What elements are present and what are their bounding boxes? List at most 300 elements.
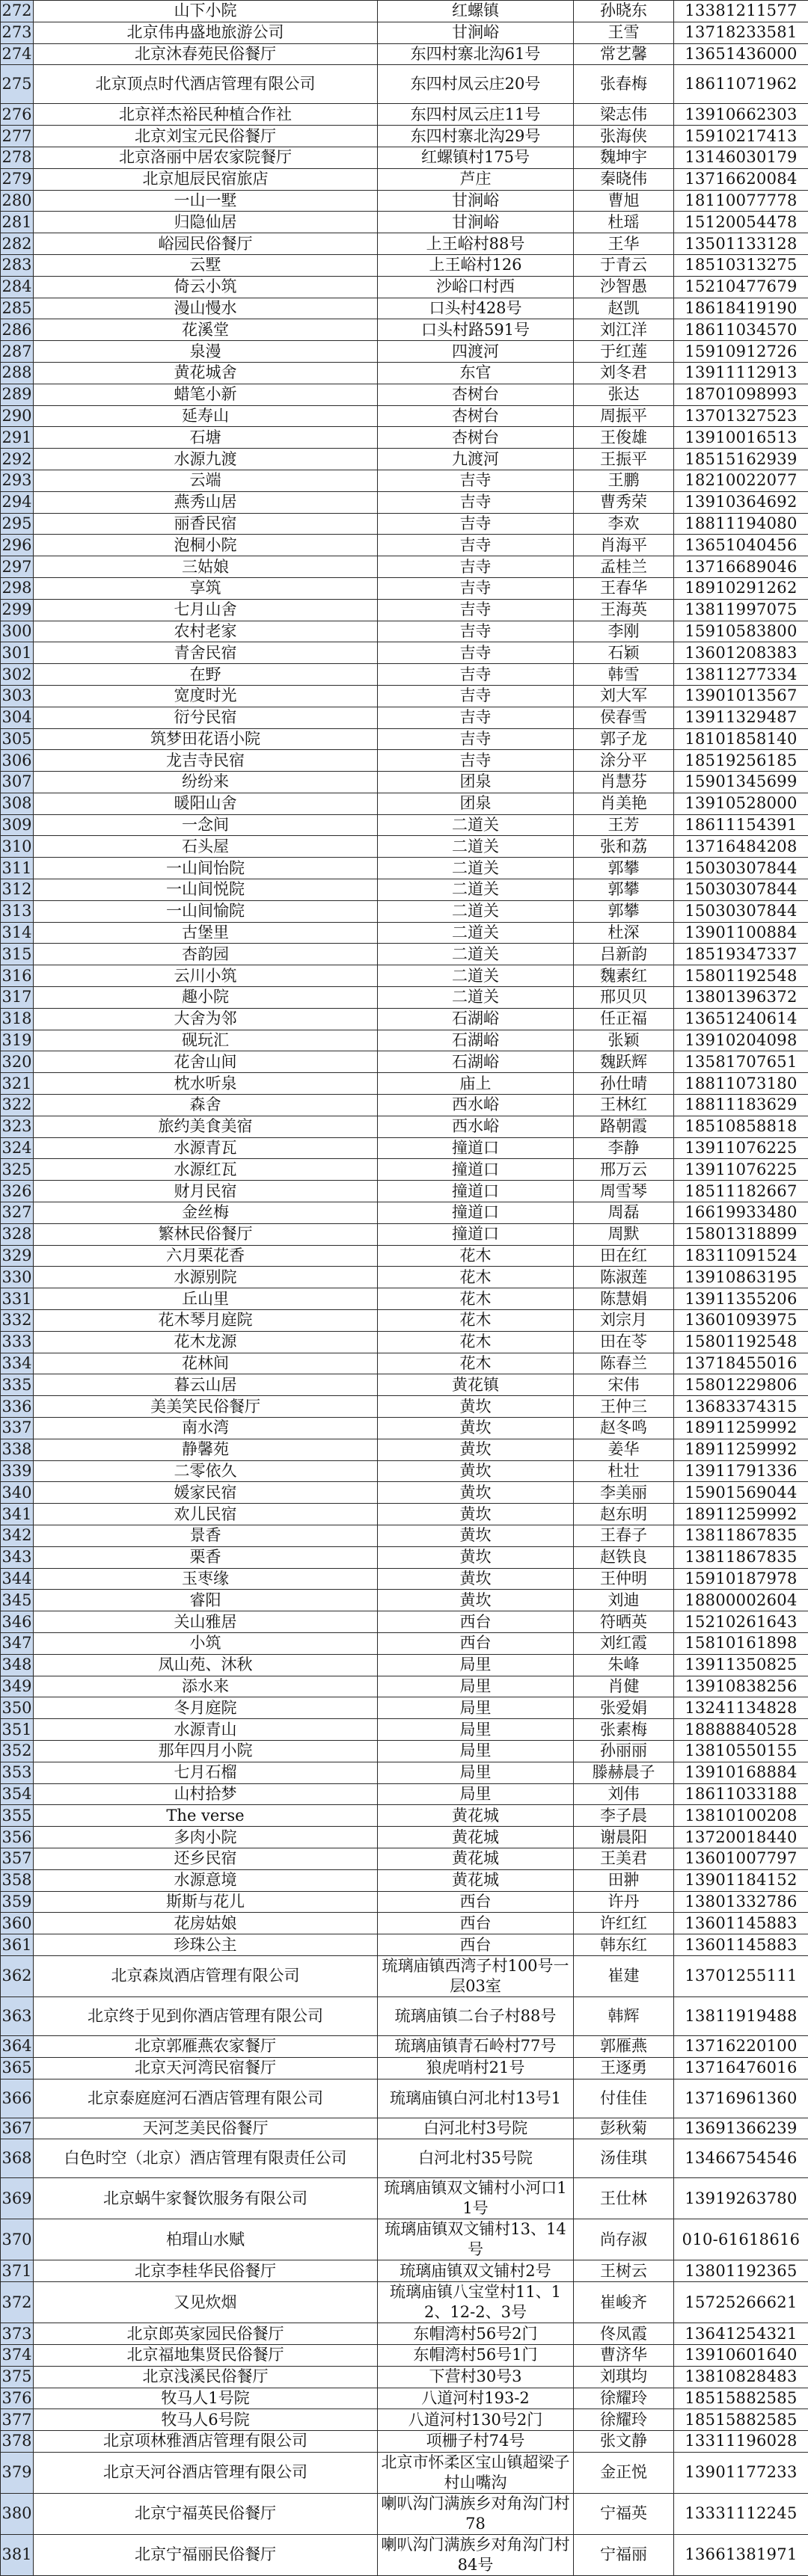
row-number: 290	[1, 405, 34, 427]
phone-number: 13811919488	[674, 1996, 808, 2035]
address: 沙峪口村西	[378, 276, 574, 298]
business-name: 北京森岚酒店管理有限公司	[34, 1955, 378, 1996]
table-row	[1, 43, 808, 65]
row-number: 366	[1, 2079, 34, 2118]
phone-number: 13720018440	[674, 1827, 808, 1848]
contact-person: 孙晓东	[574, 1, 674, 22]
row-number: 299	[1, 599, 34, 621]
address: 上王峪村88号	[378, 233, 574, 255]
business-name: 水源红瓦	[34, 1159, 378, 1181]
contact-person: 沙智愚	[574, 276, 674, 298]
row-number: 292	[1, 449, 34, 470]
table-row	[1, 2409, 808, 2431]
phone-number: 18911259992	[674, 1439, 808, 1460]
row-number: 327	[1, 1202, 34, 1224]
row-number: 285	[1, 298, 34, 319]
phone-number: 18911259992	[674, 1418, 808, 1439]
table-row	[1, 2139, 808, 2178]
address: 甘涧峪	[378, 212, 574, 233]
row-number: 311	[1, 858, 34, 879]
contact-person: 佟凤霞	[574, 2323, 674, 2345]
table-row	[1, 577, 808, 599]
business-name: 倚云小筑	[34, 276, 378, 298]
phone-number: 13146030179	[674, 147, 808, 168]
address: 花木	[378, 1353, 574, 1374]
business-name: 六月栗花香	[34, 1245, 378, 1267]
row-number: 273	[1, 22, 34, 43]
row-number: 312	[1, 879, 34, 901]
address: 口头村428号	[378, 298, 574, 319]
contact-person: 张素梅	[574, 1719, 674, 1741]
row-number: 309	[1, 814, 34, 836]
address: 黄坎	[378, 1396, 574, 1418]
address: 花木	[378, 1310, 574, 1332]
business-name: The verse	[34, 1805, 378, 1827]
address: 二道关	[378, 858, 574, 879]
business-name: 农村老家	[34, 621, 378, 642]
row-number: 344	[1, 1568, 34, 1590]
row-number: 293	[1, 470, 34, 491]
business-name: 欢儿民宿	[34, 1504, 378, 1525]
phone-number: 15030307844	[674, 858, 808, 879]
phone-number: 13911076225	[674, 1159, 808, 1181]
phone-number: 18811183629	[674, 1095, 808, 1116]
business-name: 水源青山	[34, 1719, 378, 1741]
phone-number: 18510313275	[674, 254, 808, 276]
phone-number: 13601007797	[674, 1848, 808, 1869]
contact-person: 张爱娟	[574, 1697, 674, 1719]
business-name: 斯斯与花儿	[34, 1891, 378, 1913]
contact-person: 刘红霞	[574, 1632, 674, 1654]
address: 东四村寨北沟61号	[378, 43, 574, 65]
address: 黄坎	[378, 1525, 574, 1546]
row-number: 377	[1, 2409, 34, 2431]
table-row	[1, 513, 808, 535]
table-row	[1, 405, 808, 427]
table-row	[1, 427, 808, 449]
row-number: 274	[1, 43, 34, 65]
table-row	[1, 1805, 808, 1827]
business-name: 金丝梅	[34, 1202, 378, 1224]
business-name: 云墅	[34, 254, 378, 276]
row-number: 357	[1, 1848, 34, 1869]
table-row	[1, 1996, 808, 2035]
address: 局里	[378, 1719, 574, 1741]
address: 红螺镇	[378, 1, 574, 22]
row-number: 363	[1, 1996, 34, 2035]
contact-person: 李刚	[574, 621, 674, 642]
phone-number: 13801332786	[674, 1891, 808, 1913]
phone-number: 13801396372	[674, 987, 808, 1009]
table-row	[1, 879, 808, 901]
contact-person: 刘冬君	[574, 362, 674, 384]
address: 黄坎	[378, 1504, 574, 1525]
business-name: 青舍民宿	[34, 642, 378, 664]
address: 局里	[378, 1676, 574, 1697]
row-number: 338	[1, 1439, 34, 1460]
table-row	[1, 1439, 808, 1460]
row-number: 381	[1, 2534, 34, 2575]
business-name: 北京祥杰裕民种植合作社	[34, 104, 378, 126]
contact-person: 魏跃辉	[574, 1051, 674, 1073]
phone-number: 13716220100	[674, 2035, 808, 2057]
address: 东四村凤云庄20号	[378, 65, 574, 104]
business-name: 三姑娘	[34, 556, 378, 578]
contact-person: 张颖	[574, 1030, 674, 1051]
address: 吉寺	[378, 535, 574, 556]
business-name: 北京宁福丽民俗餐厅	[34, 2534, 378, 2575]
table-row	[1, 65, 808, 104]
table-row	[1, 470, 808, 491]
phone-number: 13716484208	[674, 836, 808, 858]
phone-number: 13641254321	[674, 2323, 808, 2345]
business-name: 北京天河谷酒店管理有限公司	[34, 2452, 378, 2493]
address: 黄花城	[378, 1805, 574, 1827]
contact-person: 张文静	[574, 2431, 674, 2453]
table-row	[1, 1008, 808, 1030]
row-number: 278	[1, 147, 34, 168]
row-number: 376	[1, 2388, 34, 2409]
address: 黄坎	[378, 1590, 574, 1611]
business-name: 山下小院	[34, 1, 378, 22]
business-name: 水源别院	[34, 1267, 378, 1288]
address: 白河北村3号院	[378, 2118, 574, 2139]
phone-number: 13651040456	[674, 535, 808, 556]
business-name: 北京终于见到你酒店管理有限公司	[34, 1996, 378, 2035]
contact-person: 刘宗月	[574, 1310, 674, 1332]
address: 黄花城	[378, 1827, 574, 1848]
row-number: 334	[1, 1353, 34, 1374]
row-number: 370	[1, 2219, 34, 2260]
phone-number: 13910204098	[674, 1030, 808, 1051]
phone-number: 13718233581	[674, 22, 808, 43]
phone-number: 18101858140	[674, 728, 808, 750]
phone-number: 13901013567	[674, 685, 808, 707]
phone-number: 13601145883	[674, 1934, 808, 1956]
address: 团泉	[378, 772, 574, 793]
row-number: 283	[1, 254, 34, 276]
business-name: 丘山里	[34, 1288, 378, 1310]
business-name: 静馨苑	[34, 1439, 378, 1460]
address: 四渡河	[378, 341, 574, 363]
contact-person: 李静	[574, 1137, 674, 1159]
phone-number: 13911791336	[674, 1460, 808, 1482]
contact-person: 刘琪均	[574, 2366, 674, 2388]
phone-number: 15801318899	[674, 1223, 808, 1245]
table-row	[1, 233, 808, 255]
address: 琉璃庙镇西湾子村100号一层03室	[378, 1955, 574, 1996]
business-name: 北京李桂华民俗餐厅	[34, 2260, 378, 2282]
business-name: 泉漫	[34, 341, 378, 363]
contact-person: 肖海平	[574, 535, 674, 556]
contact-person: 周雪琴	[574, 1181, 674, 1202]
phone-number: 15725266621	[674, 2282, 808, 2323]
contact-person: 徐耀玲	[574, 2388, 674, 2409]
contact-person: 许红红	[574, 1913, 674, 1934]
contact-person: 王树云	[574, 2260, 674, 2282]
business-name: 添水来	[34, 1676, 378, 1697]
contact-person: 邢万云	[574, 1159, 674, 1181]
table-row	[1, 814, 808, 836]
phone-number: 18515882585	[674, 2388, 808, 2409]
contact-person: 王美君	[574, 1848, 674, 1869]
table-row	[1, 2344, 808, 2366]
address: 花木	[378, 1288, 574, 1310]
table-row	[1, 212, 808, 233]
phone-number: 13716476016	[674, 2057, 808, 2079]
address: 喇叭沟门满族乡对角沟门村78	[378, 2493, 574, 2534]
contact-person: 郭子龙	[574, 728, 674, 750]
phone-number: 13810550155	[674, 1740, 808, 1762]
business-name: 一念间	[34, 814, 378, 836]
address: 吉寺	[378, 750, 574, 772]
contact-person: 王仲三	[574, 1396, 674, 1418]
business-name: 森舍	[34, 1095, 378, 1116]
address: 东帽湾村56号1门	[378, 2344, 574, 2366]
contact-person: 于红莲	[574, 341, 674, 363]
contact-person: 郭攀	[574, 858, 674, 879]
row-number: 378	[1, 2431, 34, 2453]
business-name: 北京浅溪民俗餐厅	[34, 2366, 378, 2388]
table-row	[1, 104, 808, 126]
row-number: 349	[1, 1676, 34, 1697]
address: 石湖峪	[378, 1008, 574, 1030]
address: 黄坎	[378, 1439, 574, 1460]
row-number: 286	[1, 319, 34, 341]
phone-number: 15910217413	[674, 126, 808, 147]
phone-number: 13718455016	[674, 1353, 808, 1374]
phone-number: 18510858818	[674, 1116, 808, 1137]
business-name: 丽香民宿	[34, 513, 378, 535]
contact-person: 周磊	[574, 1202, 674, 1224]
business-name: 北京伟冉盛地旅游公司	[34, 22, 378, 43]
business-name: 睿阳	[34, 1590, 378, 1611]
business-name: 凤山苑、沐秋	[34, 1654, 378, 1676]
phone-number: 13919263780	[674, 2178, 808, 2219]
contact-person: 孟桂兰	[574, 556, 674, 578]
business-name: 北京福地集贤民俗餐厅	[34, 2344, 378, 2366]
table-row	[1, 1288, 808, 1310]
contact-person: 杜瑶	[574, 212, 674, 233]
contact-person: 石颖	[574, 642, 674, 664]
phone-number: 13381211577	[674, 1, 808, 22]
business-name: 北京郭雁燕农家餐厅	[34, 2035, 378, 2057]
contact-person: 王鹏	[574, 470, 674, 491]
phone-number: 13810828483	[674, 2366, 808, 2388]
phone-number: 15210261643	[674, 1611, 808, 1633]
phone-number: 13581707651	[674, 1051, 808, 1073]
row-number: 288	[1, 362, 34, 384]
address: 九渡河	[378, 449, 574, 470]
business-name: 多肉小院	[34, 1827, 378, 1848]
address: 庙上	[378, 1073, 574, 1095]
table-row	[1, 1073, 808, 1095]
phone-number: 18811194080	[674, 513, 808, 535]
row-number: 333	[1, 1331, 34, 1353]
table-row	[1, 1590, 808, 1611]
address: 撞道口	[378, 1159, 574, 1181]
business-name: 七月山舍	[34, 599, 378, 621]
phone-number: 15210477679	[674, 276, 808, 298]
row-number: 339	[1, 1460, 34, 1482]
contact-person: 邢贝贝	[574, 987, 674, 1009]
row-number: 337	[1, 1418, 34, 1439]
business-name: 财月民宿	[34, 1181, 378, 1202]
table-row	[1, 1611, 808, 1633]
phone-number: 13911329487	[674, 707, 808, 728]
business-name: 北京刘宝元民俗餐厅	[34, 126, 378, 147]
phone-number: 18618419190	[674, 298, 808, 319]
contact-person: 赵铁良	[574, 1546, 674, 1568]
contact-person: 赵凯	[574, 298, 674, 319]
table-row	[1, 1310, 808, 1332]
phone-number: 13910364692	[674, 491, 808, 513]
address: 花木	[378, 1267, 574, 1288]
address: 二道关	[378, 922, 574, 944]
contact-person: 赵东明	[574, 1504, 674, 1525]
address: 石湖峪	[378, 1030, 574, 1051]
table-row	[1, 147, 808, 168]
contact-person: 田翀	[574, 1869, 674, 1891]
phone-number: 18519256185	[674, 750, 808, 772]
phone-number: 18611071962	[674, 65, 808, 104]
phone-number: 13901100884	[674, 922, 808, 944]
phone-number: 13910838256	[674, 1676, 808, 1697]
table-row	[1, 319, 808, 341]
row-number: 291	[1, 427, 34, 449]
contact-person: 曹旭	[574, 190, 674, 212]
contact-person: 陈春兰	[574, 1353, 674, 1374]
phone-number: 15030307844	[674, 900, 808, 922]
table-row	[1, 1632, 808, 1654]
phone-number: 18511182667	[674, 1181, 808, 1202]
business-name: 归隐仙居	[34, 212, 378, 233]
business-name: 山村拾梦	[34, 1783, 378, 1805]
contact-person: 杜深	[574, 922, 674, 944]
address: 西台	[378, 1891, 574, 1913]
table-row	[1, 1827, 808, 1848]
business-name: 杏韵园	[34, 944, 378, 965]
contact-person: 宁福丽	[574, 2534, 674, 2575]
address: 西台	[378, 1934, 574, 1956]
table-row	[1, 276, 808, 298]
address: 局里	[378, 1762, 574, 1783]
row-number: 303	[1, 685, 34, 707]
contact-person: 郭攀	[574, 879, 674, 901]
contact-person: 王林红	[574, 1095, 674, 1116]
phone-number: 13716620084	[674, 168, 808, 190]
business-name: 牧马人1号院	[34, 2388, 378, 2409]
address: 东帽湾村56号2门	[378, 2323, 574, 2345]
phone-number: 13331112245	[674, 2493, 808, 2534]
contact-person: 韩东红	[574, 1934, 674, 1956]
row-number: 375	[1, 2366, 34, 2388]
contact-person: 王雪	[574, 22, 674, 43]
contact-person: 姜华	[574, 1439, 674, 1460]
table-row	[1, 1460, 808, 1482]
address: 琉璃庙镇双文铺村2号	[378, 2260, 574, 2282]
table-row	[1, 2282, 808, 2323]
business-name: 一山间愉院	[34, 900, 378, 922]
business-name: 水源九渡	[34, 449, 378, 470]
row-number: 320	[1, 1051, 34, 1073]
address: 西水峪	[378, 1095, 574, 1116]
address: 西台	[378, 1632, 574, 1654]
table-row	[1, 1546, 808, 1568]
address: 东四村寨北沟29号	[378, 126, 574, 147]
business-name: 蜡笔小新	[34, 384, 378, 405]
phone-number: 13811867835	[674, 1525, 808, 1546]
address: 吉寺	[378, 470, 574, 491]
address: 琉璃庙镇白河北村13号1	[378, 2079, 574, 2118]
table-row	[1, 384, 808, 405]
business-name: 花溪堂	[34, 319, 378, 341]
contact-person: 刘伟	[574, 1783, 674, 1805]
table-row	[1, 1353, 808, 1374]
business-name: 花木龙源	[34, 1331, 378, 1353]
business-name: 筑梦田花语小院	[34, 728, 378, 750]
phone-number: 18611154391	[674, 814, 808, 836]
row-number: 342	[1, 1525, 34, 1546]
contact-person: 肖慧芬	[574, 772, 674, 793]
contact-person: 周默	[574, 1223, 674, 1245]
address: 琉璃庙镇青石岭村77号	[378, 2035, 574, 2057]
table-row	[1, 341, 808, 363]
phone-number: 16619933480	[674, 1202, 808, 1224]
contact-person: 李美丽	[574, 1482, 674, 1504]
business-name: 北京项林雅酒店管理有限公司	[34, 2431, 378, 2453]
phone-number: 15810161898	[674, 1632, 808, 1654]
table-row	[1, 22, 808, 43]
row-number: 367	[1, 2118, 34, 2139]
business-name: 七月石榴	[34, 1762, 378, 1783]
phone-number: 13801192365	[674, 2260, 808, 2282]
row-number: 354	[1, 1783, 34, 1805]
business-name: 暖阳山舍	[34, 793, 378, 814]
row-number: 373	[1, 2323, 34, 2345]
table-row	[1, 1740, 808, 1762]
table-row	[1, 1891, 808, 1913]
phone-number: 13716689046	[674, 556, 808, 578]
business-name: 在野	[34, 664, 378, 686]
address: 下营村30号3	[378, 2366, 574, 2388]
address: 西台	[378, 1611, 574, 1633]
row-number: 289	[1, 384, 34, 405]
table-row	[1, 664, 808, 686]
phone-number: 18811073180	[674, 1073, 808, 1095]
business-name: 一山间悦院	[34, 879, 378, 901]
business-name: 黄花城舍	[34, 362, 378, 384]
business-name: 旅约美食美宿	[34, 1116, 378, 1137]
phone-number: 15910187978	[674, 1568, 808, 1590]
phone-number: 13651436000	[674, 43, 808, 65]
contact-person: 李子晨	[574, 1805, 674, 1827]
phone-number: 15910912726	[674, 341, 808, 363]
address: 石湖峪	[378, 1051, 574, 1073]
business-name: 繁林民俗餐厅	[34, 1223, 378, 1245]
phone-number: 13501133128	[674, 233, 808, 255]
row-number: 328	[1, 1223, 34, 1245]
phone-number: 13910601640	[674, 2344, 808, 2366]
contact-person: 许丹	[574, 1891, 674, 1913]
table-row	[1, 2366, 808, 2388]
row-number: 304	[1, 707, 34, 728]
address: 黄坎	[378, 1460, 574, 1482]
business-name: 南水湾	[34, 1418, 378, 1439]
address: 杏树台	[378, 427, 574, 449]
table-row	[1, 1676, 808, 1697]
business-name: 大舍为邻	[34, 1008, 378, 1030]
